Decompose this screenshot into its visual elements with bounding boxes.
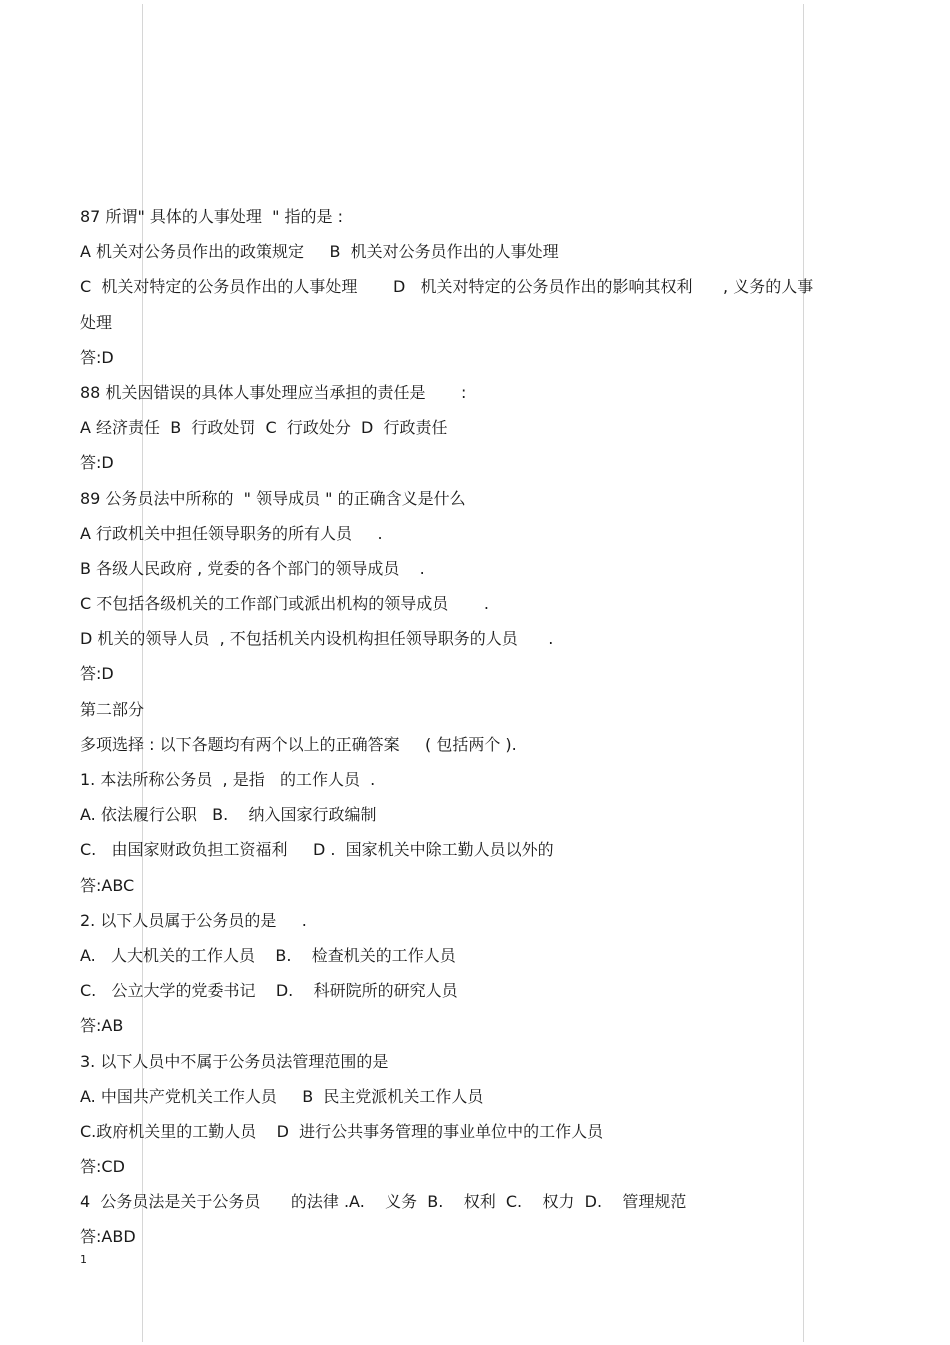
question-89-answer: 答:D <box>80 664 114 684</box>
question-89-option-a: A 行政机关中担任领导职务的所有人员 . <box>80 523 383 543</box>
multi-question-1: 1. 本法所称公务员 , 是指 的工作人员 . <box>80 770 376 789</box>
multi-question-3-options-ab: A. 中国共产党机关工作人员 B 民主党派机关工作人员 <box>80 1086 484 1106</box>
multi-question-3: 3. 以下人员中不属于公务员法管理范围的是 <box>80 1051 389 1071</box>
section-instructions: 多项选择 : 以下各题均有两个以上的正确答案 ( 包括两个 ). <box>80 734 517 754</box>
multi-question-2-options-cd: C. 公立大学的党委书记 D. 科研院所的研究人员 <box>80 981 458 1001</box>
multi-question-2-options-ab: A. 人大机关的工作人员 B. 检查机关的工作人员 <box>80 945 456 965</box>
page-number: 1 <box>80 1253 87 1266</box>
section-heading: 第二部分 <box>80 699 145 719</box>
multi-question-3-options-cd: C.政府机关里的工勤人员 D 进行公共事务管理的事业单位中的工作人员 <box>80 1121 604 1141</box>
question-87-answer: 答:D <box>80 347 114 367</box>
question-87: 87 所谓" 具体的人事处理 " 指的是 : <box>80 207 343 226</box>
multi-question-2: 2. 以下人员属于公务员的是 . <box>80 910 307 930</box>
multi-question-3-answer: 答:CD <box>80 1157 125 1177</box>
question-88: 88 机关因错误的具体人事处理应当承担的责任是 : <box>80 382 467 402</box>
question-87-options-cd: C 机关对特定的公务员作出的人事处理 D 机关对特定的公务员作出的影响其权利 , 义务的人事 <box>80 277 814 297</box>
question-89-option-b: B 各级人民政府 , 党委的各个部门的领导成员 . <box>80 558 425 578</box>
multi-question-1-options-cd: C. 由国家财政负担工资福利 D . 国家机关中除工勤人员以外的 <box>80 840 554 860</box>
multi-question-1-options-ab: A. 依法履行公职 B. 纳入国家行政编制 <box>80 805 377 825</box>
question-89: 89 公务员法中所称的 " 领导成员 " 的正确含义是什么 <box>80 488 466 508</box>
document-body <box>80 199 880 1255</box>
multi-question-4-answer: 答:ABD <box>80 1227 136 1247</box>
question-88-options: A 经济责任 B 行政处罚 C 行政处分 D 行政责任 <box>80 418 448 438</box>
question-89-option-c: C 不包括各级机关的工作部门或派出机构的领导成员 . <box>80 594 489 614</box>
multi-question-4: 4 公务员法是关于公务员 的法律 .A. 义务 B. 权利 C. 权力 D. 管理规范 <box>80 1192 687 1212</box>
multi-question-2-answer: 答:AB <box>80 1016 124 1036</box>
question-89-option-d: D 机关的领导人员 , 不包括机关内设机构担任领导职务的人员 . <box>80 629 554 649</box>
question-87-options-ab: A 机关对公务员作出的政策规定 B 机关对公务员作出的人事处理 <box>80 242 559 262</box>
question-87-options-cd-continued: 处理 <box>80 312 113 332</box>
question-88-answer: 答:D <box>80 453 114 473</box>
multi-question-1-answer: 答:ABC <box>80 875 135 895</box>
